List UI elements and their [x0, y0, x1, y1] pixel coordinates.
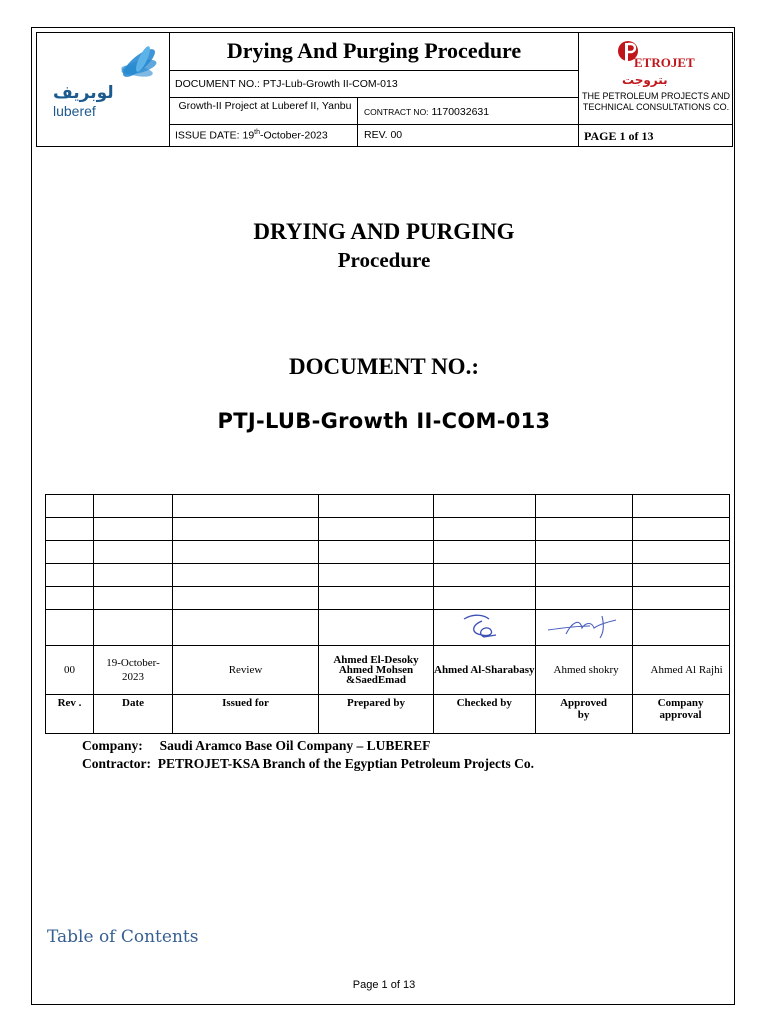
header-issued-for: Issued for [173, 695, 319, 734]
contract-value: 1170032631 [431, 106, 490, 118]
page-label: PAGE [584, 129, 617, 143]
luberef-logo [37, 33, 170, 146]
contractor-line [82, 756, 534, 772]
cover-title: DRYING AND PURGING [253, 219, 515, 244]
issue-date-suffix: -October-2023 [260, 129, 328, 142]
table-row [46, 495, 730, 518]
cover-document-label: DOCUMENT NO.: [289, 354, 479, 379]
cell-approved-by: Ahmed shokry [535, 646, 632, 695]
document-header [36, 32, 733, 147]
header-approved-by: Approved by [535, 695, 632, 734]
cell-checked-by: Ahmed Al-Sharabasy [434, 646, 536, 695]
table-header-row [46, 695, 730, 734]
contractor-value: PETROJET-KSA Branch of the Egyptian Petroleum Projects Co. [157, 756, 534, 771]
page-value: 1 of 13 [619, 129, 654, 143]
contractor-label: Contractor: [82, 756, 151, 771]
table-row [46, 587, 730, 610]
revision-table [45, 494, 730, 734]
table-row [46, 564, 730, 587]
header-project: Growth-II Project at Luberef II, Yanbu [178, 100, 352, 112]
cell-rev: 00 [46, 646, 94, 695]
cell-prepared-by: Ahmed El-Desoky Ahmed Mohsen &SaedEmad [319, 646, 434, 695]
signature-icon [542, 612, 626, 640]
header-revision: REV. 00 [364, 129, 403, 141]
checked-by-signature [434, 610, 536, 646]
table-row [46, 518, 730, 541]
issue-date-sup: th [254, 129, 261, 136]
header-divider [578, 33, 579, 146]
header-checked-by: Checked by [434, 695, 536, 734]
cover-document-number: PTJ-LUB-Growth II-COM-013 [217, 409, 551, 433]
cell-date: 19-October-2023 [94, 646, 173, 695]
signature-icon [454, 611, 514, 641]
luberef-english-name: luberef [53, 103, 96, 119]
contract-label: CONTRACT NO: [364, 107, 429, 117]
header-divider [169, 97, 578, 98]
header-document-number: DOCUMENT NO.: PTJ-Lub-Growth II-COM-013 [175, 78, 398, 90]
header-divider [169, 124, 732, 125]
luberef-arabic-name: لوبريف [53, 83, 114, 103]
approved-by-signature [535, 610, 632, 646]
cover-subtitle: Procedure [337, 248, 431, 272]
company-line [82, 738, 430, 754]
header-date: Date [94, 695, 173, 734]
company-value: Saudi Aramco Base Oil Company – LUBEREF [159, 738, 431, 753]
petrojet-subtitle: THE PETROLEUM PROJECTS AND TECHNICAL CONSULTATIONS CO. [581, 91, 731, 112]
header-divider [169, 70, 578, 71]
header-contract [364, 106, 489, 118]
header-divider [357, 97, 358, 146]
header-issue-date [175, 129, 328, 142]
company-label: Company: [82, 738, 143, 753]
header-prepared-by: Prepared by [319, 695, 434, 734]
header-page [584, 129, 653, 144]
table-row [46, 541, 730, 564]
header-rev: Rev . [46, 695, 94, 734]
page-footer: Page 1 of 13 [352, 979, 416, 991]
petrojet-wordmark: ETROJET [634, 55, 695, 70]
table-row [46, 646, 730, 695]
cell-company-approval: Ahmed Al Rajhi [632, 646, 729, 695]
luberef-emblem-icon [109, 41, 169, 91]
toc-heading: Table of Contents [47, 927, 199, 947]
signature-row [46, 610, 730, 646]
header-company-approval: Company approval [632, 695, 729, 734]
issue-date-prefix: ISSUE DATE: 19 [175, 129, 255, 142]
petrojet-arabic-name: بتروجت [622, 73, 668, 87]
cell-issued-for: Review [173, 646, 319, 695]
header-title: Drying And Purging Procedure [226, 38, 522, 63]
